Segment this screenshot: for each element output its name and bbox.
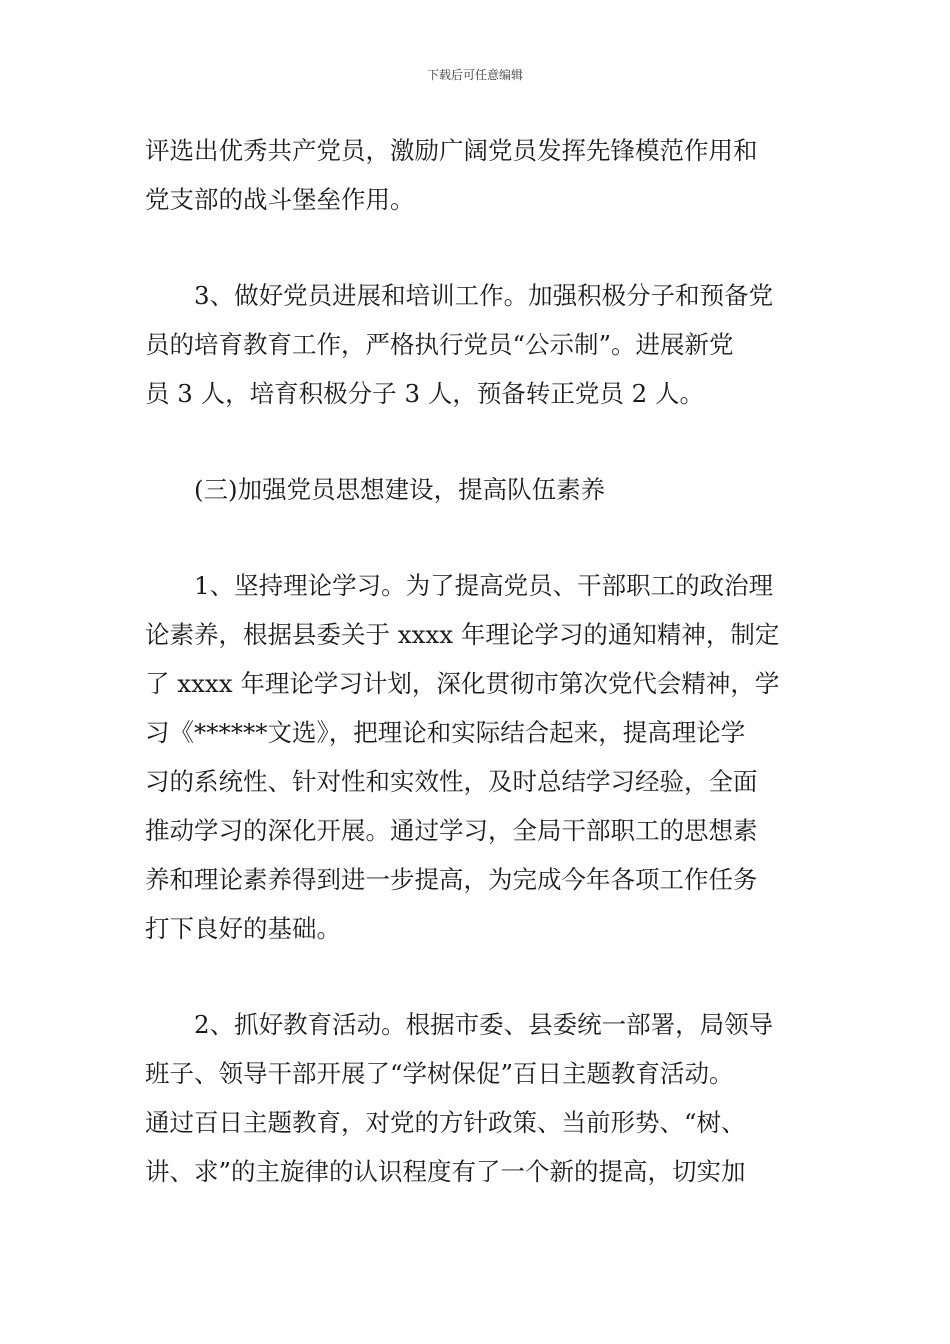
text-line: 了 xxxx 年理论学习计划，深化贯彻市第次党代会精神，学: [145, 669, 780, 698]
section-heading: [145, 465, 807, 514]
paragraph-2: [145, 271, 807, 418]
paragraph-1: [145, 126, 807, 224]
text-line: 3、做好党员进展和培训工作。加强积极分子和预备党: [194, 281, 774, 310]
text-line: 讲、求”的主旋律的认识程度有了一个新的提高，切实加: [145, 1157, 746, 1186]
text-line: 打下良好的基础。: [145, 914, 341, 943]
text-line: 习的系统性、针对性和实效性，及时总结学习经验，全面: [145, 767, 758, 796]
text-line: (三)加强党员思想建设，提高队伍素养: [194, 475, 606, 504]
paragraph-3: [145, 561, 807, 953]
text-line: 1、坚持理论学习。为了提高党员、干部职工的政治理: [194, 571, 774, 600]
page-header: 下载后可任意编辑: [426, 68, 523, 82]
text-line: 论素养，根据县委关于 xxxx 年理论学习的通知精神，制定: [145, 620, 780, 649]
document-body: [145, 126, 807, 1243]
text-line: 班子、领导干部开展了“学树保促”百日主题教育活动。: [145, 1059, 734, 1088]
text-line: 习《******文选》，把理论和实际结合起来，提高理论学: [145, 718, 746, 747]
text-line: 党支部的战斗堡垒作用。: [145, 185, 415, 214]
text-line: 通过百日主题教育，对党的方针政策、当前形势、“树、: [145, 1108, 746, 1137]
text-line: 员 3 人，培育积极分子 3 人，预备转正党员 2 人。: [145, 379, 704, 408]
text-line: 2、抓好教育活动。根据市委、县委统一部署，局领导: [194, 1010, 774, 1039]
text-line: 员的培育教育工作，严格执行党员“公示制”。进展新党: [145, 330, 734, 359]
text-line: 评选出优秀共产党员，激励广阔党员发挥先锋模范作用和: [145, 136, 758, 165]
paragraph-4: [145, 1000, 807, 1196]
text-line: 养和理论素养得到进一步提高，为完成今年各项工作任务: [145, 865, 758, 894]
text-line: 推动学习的深化开展。通过学习，全局干部职工的思想素: [145, 816, 758, 845]
